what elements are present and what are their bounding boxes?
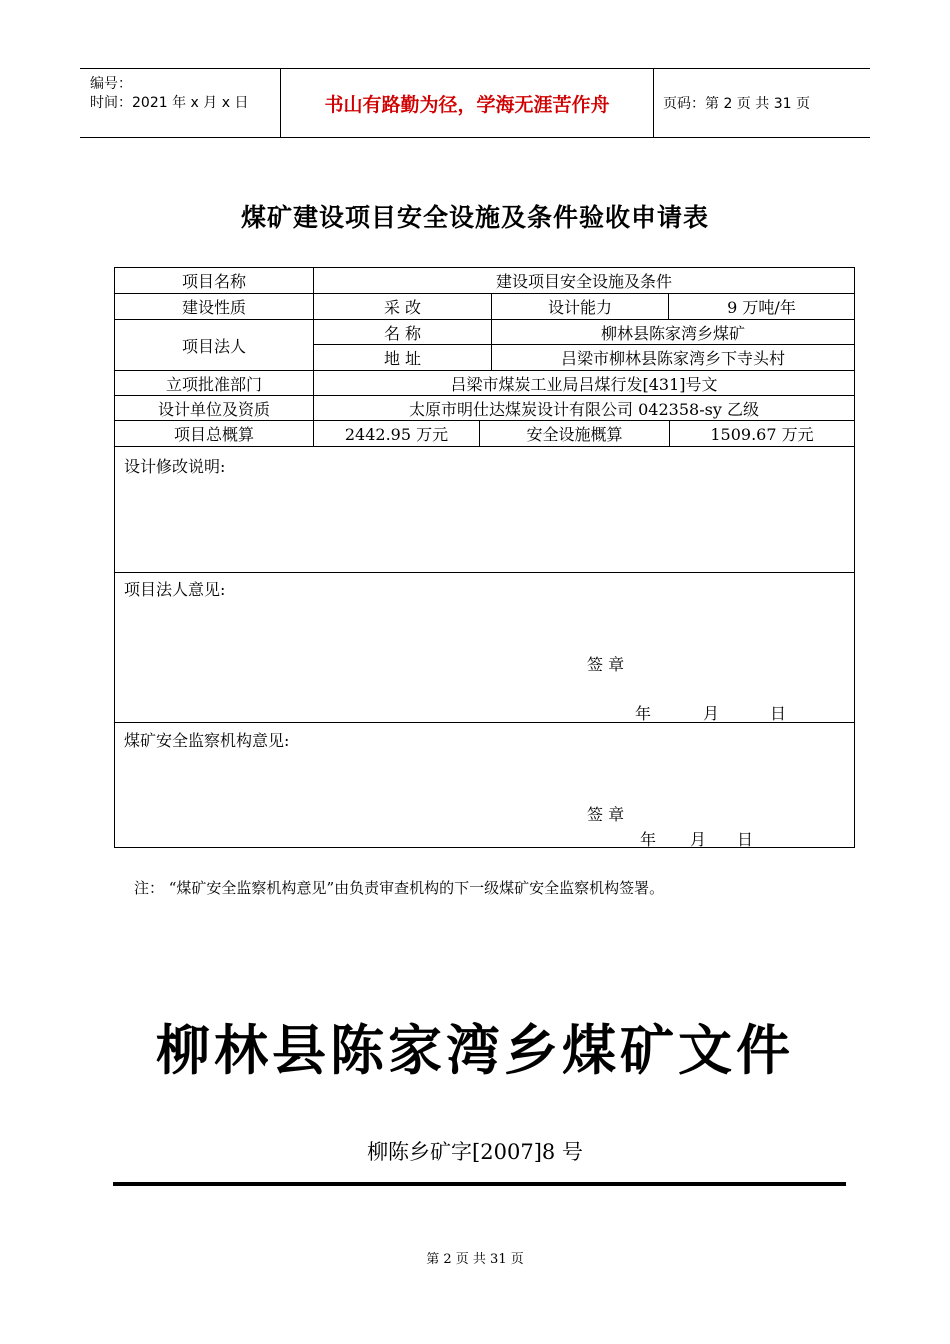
page-footer: 第 2 页 共 31 页 xyxy=(426,1252,524,1267)
day-label: 日 xyxy=(770,704,787,723)
sign-label: 签 章 xyxy=(587,805,625,824)
capacity-label: 设计能力 xyxy=(547,298,612,317)
month-label: 月 xyxy=(703,704,720,723)
project-name-label: 项目名称 xyxy=(181,272,246,291)
design-change-label: 设计修改说明: xyxy=(124,457,226,476)
divider-rule xyxy=(113,1182,846,1186)
design-unit-label: 设计单位及资质 xyxy=(157,399,270,419)
legal-person-label: 项目法人 xyxy=(181,336,246,356)
year-label: 年 xyxy=(635,704,652,723)
page-header xyxy=(80,68,870,138)
address-value: 吕梁市柳林县陈家湾乡下寺头村 xyxy=(560,349,785,368)
approval-dept-label: 立项批准部门 xyxy=(165,374,262,394)
budget-label: 项目总概算 xyxy=(173,425,254,444)
approval-dept-value: 吕梁市煤炭工业局吕煤行发[431]号文 xyxy=(450,374,718,394)
nature-value: 采 改 xyxy=(383,298,422,317)
design-unit-value: 太原市明仕达煤炭设计有限公司 042358-sy 乙级 xyxy=(409,399,759,419)
capacity-value: 9 万吨/年 xyxy=(727,298,796,317)
page-info: 页码：第 2 页 共 31 页 xyxy=(663,96,810,112)
supervision-opinion-label: 煤矿安全监察机构意见: xyxy=(124,731,290,750)
nature-label: 建设性质 xyxy=(181,298,246,317)
month-label: 月 xyxy=(690,830,707,849)
time-label: 时间：2021 年 x 月 x 日 xyxy=(90,95,249,111)
day-label: 日 xyxy=(737,830,754,849)
number-label: 编号： xyxy=(90,76,132,92)
motto: 书山有路勤为径，学海无涯苦作舟 xyxy=(280,69,654,137)
address-label: 地 址 xyxy=(383,349,422,368)
document-heading: 柳林县陈家湾乡煤矿文件 xyxy=(156,1019,794,1082)
header-meta xyxy=(80,69,280,137)
project-name-value: 建设项目安全设施及条件 xyxy=(495,272,672,291)
footnote: 注： “煤矿安全监察机构意见”由负责审查机构的下一级煤矿安全监察机构签署。 xyxy=(134,879,665,897)
application-form xyxy=(114,267,855,848)
safety-budget-value: 1509.67 万元 xyxy=(710,425,814,444)
name-label: 名 称 xyxy=(383,323,422,343)
name-value: 柳林县陈家湾乡煤矿 xyxy=(600,323,745,343)
form-title: 煤矿建设项目安全设施及条件验收申请表 xyxy=(240,203,709,232)
legal-opinion-label: 项目法人意见: xyxy=(124,580,226,599)
document-number: 柳陈乡矿字[2007]8 号 xyxy=(367,1140,583,1164)
safety-budget-label: 安全设施概算 xyxy=(526,425,623,444)
year-label: 年 xyxy=(640,830,657,849)
sign-label: 签 章 xyxy=(587,655,625,674)
budget-value: 2442.95 万元 xyxy=(344,425,449,444)
